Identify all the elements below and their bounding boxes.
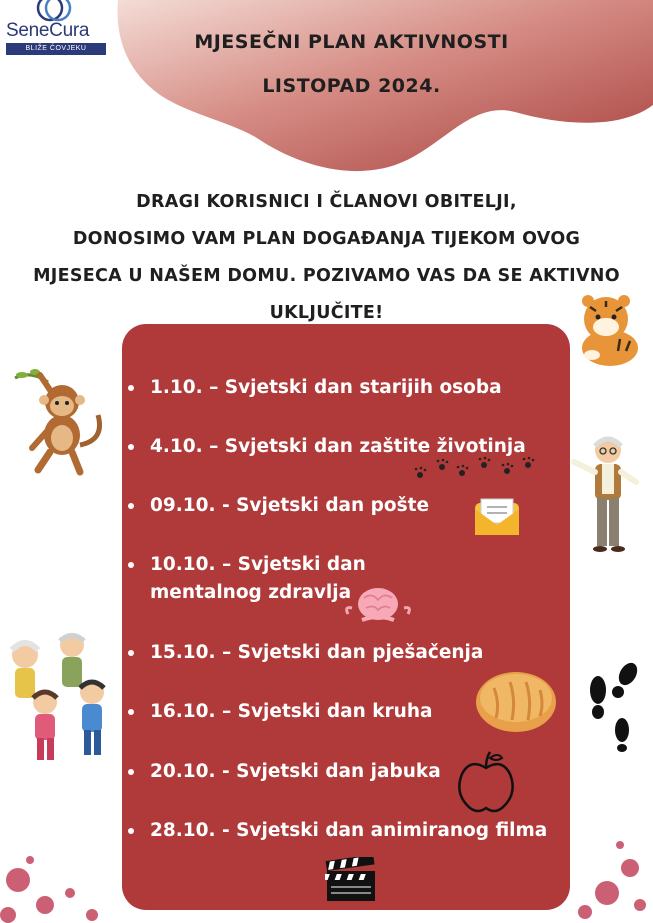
bullet (128, 828, 134, 834)
list-item: 10.10. – Svjetski dan mentalnog zdravlja (128, 551, 478, 607)
monkey-icon (10, 360, 105, 480)
list-item: 15.10. – Svjetski dan pješačenja (128, 639, 558, 667)
walking-group-icon (0, 630, 118, 765)
logo-tagline: BLIŽE ČOVJEKU (6, 43, 106, 55)
intro-line: DRAGI KORISNICI I ČLANOVI OBITELJI, (136, 192, 517, 212)
page-title-line2: LISTOPAD 2024. (262, 75, 441, 97)
intro-text (20, 184, 633, 332)
list-item: 28.10. - Svjetski dan animiranog filma (128, 817, 558, 845)
bullet (128, 650, 134, 656)
envelope-icon (473, 497, 521, 537)
intro-line: DONOSIMO VAM PLAN DOGAĐANJA TIJEKOM OVOG (72, 229, 581, 249)
bullet (128, 562, 134, 568)
clapperboard-icon (325, 857, 377, 903)
bullet (128, 444, 134, 450)
bullet (128, 709, 134, 715)
page-title-line1: MJESEČNI PLAN AKTIVNOSTI (194, 31, 509, 53)
brain-icon (342, 584, 414, 628)
decorative-dots-left (0, 856, 98, 923)
bullet (128, 503, 134, 509)
list-item: 1.10. – Svjetski dan starijih osoba (128, 374, 558, 402)
footprints-icon (584, 660, 646, 752)
list-item: 20.10. - Svjetski dan jabuka (128, 758, 558, 786)
bullet (128, 769, 134, 775)
logo-name: SeneCura (6, 20, 90, 41)
bullet (128, 385, 134, 391)
paw-prints-icon (412, 455, 537, 485)
intro-line: UKLJUČITE! (269, 303, 384, 323)
list-item: 4.10. – Svjetski dan zaštite životinja (128, 433, 558, 461)
grandpa-icon (568, 432, 640, 557)
list-item: 16.10. – Svjetski dan kruha (128, 698, 558, 726)
intro-line: MJESECA U NAŠEM DOMU. POZIVAMO VAS DA SE AKTIVNO (33, 266, 620, 286)
decorative-dots-right (578, 841, 646, 919)
tiger-icon (570, 293, 645, 368)
bread-icon (474, 668, 558, 734)
list-item: 09.10. - Svjetski dan pošte (128, 492, 558, 520)
apple-icon (456, 750, 516, 814)
